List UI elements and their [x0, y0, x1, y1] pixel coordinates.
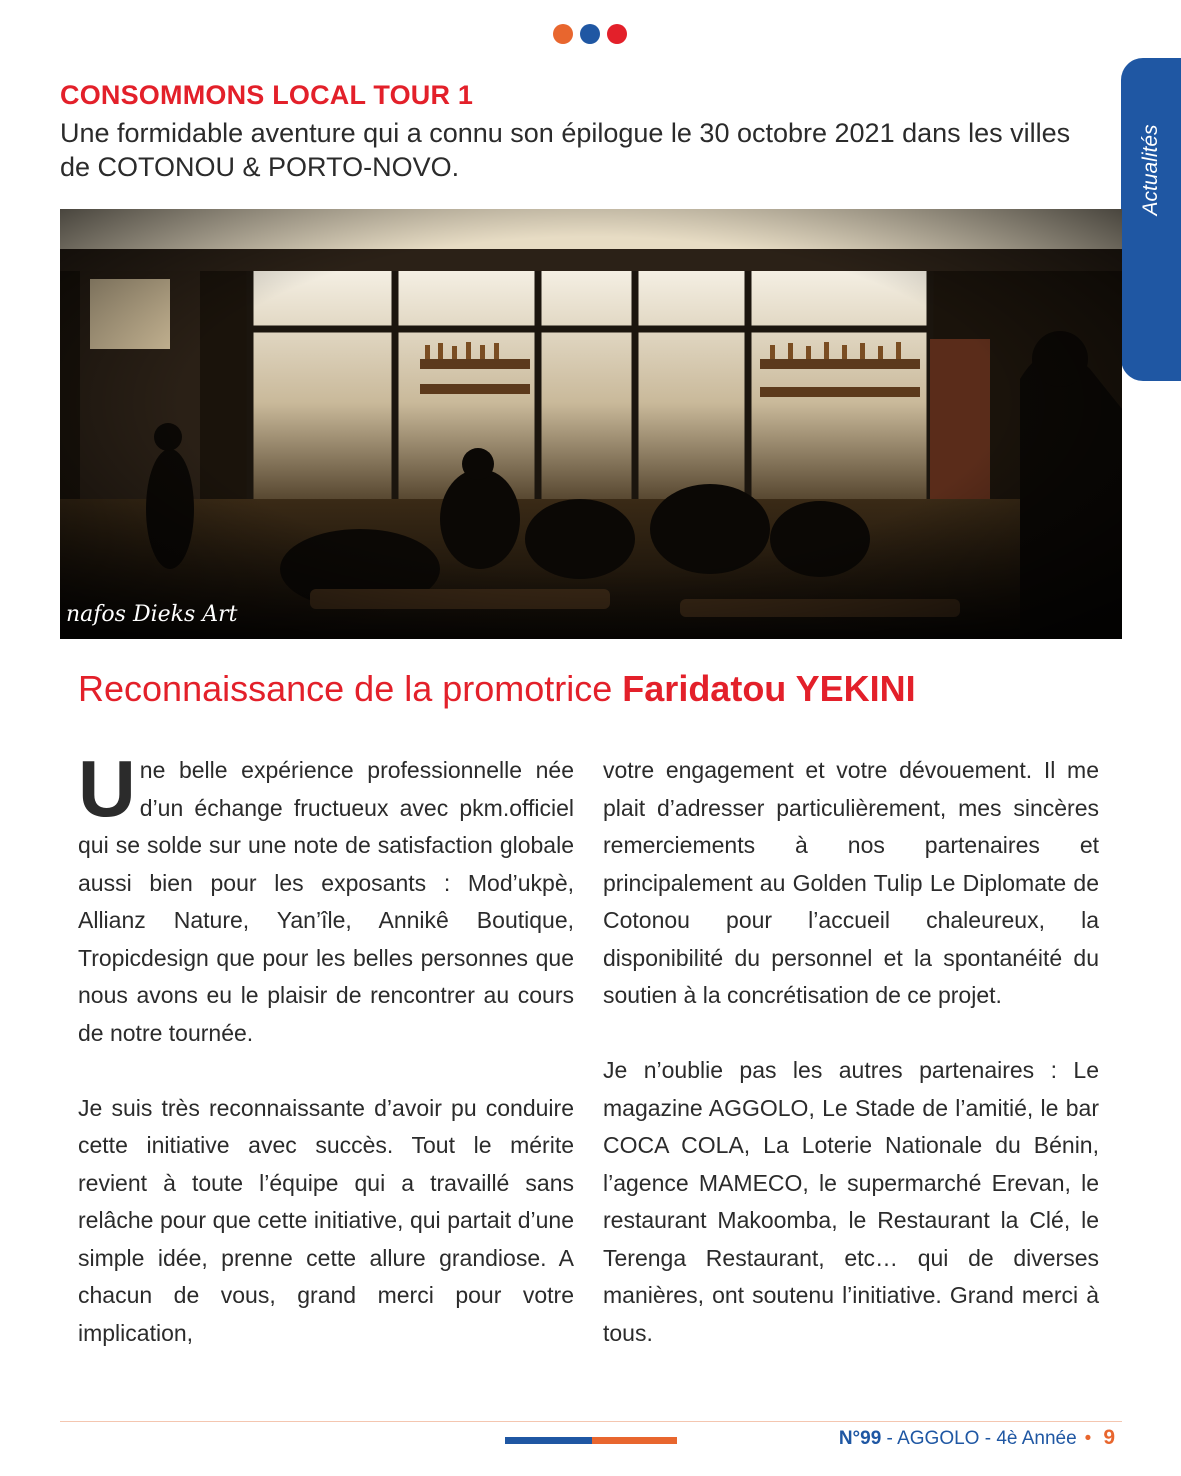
page-number: 9: [1103, 1426, 1115, 1449]
blue-dot: [580, 24, 600, 44]
red-dot: [607, 24, 627, 44]
article-headline: [78, 668, 916, 710]
footer-orange-bar: [592, 1437, 677, 1444]
section-kicker: CONSOMMONS LOCAL TOUR 1: [60, 80, 474, 110]
article-paragraph: Je suis très reconnaissante d’avoir pu conduire cette initiative avec succès. Tout le mérite revient à toute l’équipe qui a travaillé sans relâche pour que cette initiative, qui partait d’une simple idée, prenne cette allure grandiose. A chacun de vous, grand merci pour votre implication,: [78, 1094, 574, 1346]
headline-name: Faridatou YEKINI: [622, 668, 916, 709]
article-column-left: [78, 744, 574, 1352]
section-tab-label: Actualités: [1139, 124, 1162, 216]
headline-lead: Reconnaissance de la promotrice: [78, 668, 623, 709]
drop-cap: U: [78, 744, 136, 833]
article-photo: [60, 209, 1122, 639]
issue-number: N°99: [838, 1428, 882, 1449]
section-subhead: Une formidable aventure qui a connu son épilogue le 30 octobre 2021 dans les villes de COTONOU & PORTO-NOVO.: [60, 118, 1071, 182]
article-paragraph: votre engagement et votre dévouement. Il me plait d’adresser particulièrement, mes sincères remerciements à nos partenaires et principalement au Golden Tulip Le Diplomate de Cotonou pour l’accueil chaleureux, la disponibilité du personnel et la spontanéité du soutien à la concrétisation de ce projet.: [603, 757, 1099, 1008]
section-tab: [1121, 58, 1181, 381]
decorative-dots: [553, 24, 627, 44]
magazine-name: - AGGOLO - 4è Année: [881, 1428, 1077, 1449]
article-paragraph: Je n’oublie pas les autres partenaires : Le magazine AGGOLO, Le Stade de l’amitié, le bar COCA COLA, La Loterie Nationale du Bénin, l’agence MAMECO, le supermarché Erevan, le restaurant Makoomba, le Restaurant la Clé, le Terenga Restaurant, etc… qui de diverses manières, ont soutenu l’initiative. Grand merci à tous.: [603, 1057, 1099, 1346]
photographer-signature: nafos Dieks Art: [66, 602, 238, 627]
footer-issue-info: [839, 1426, 1115, 1450]
footer-blue-bar: [505, 1437, 592, 1444]
orange-dot: [553, 24, 573, 44]
paragraph-text: ne belle expérience professionnelle née d’un échange fructueux avec pkm.officiel qui se solde sur une note de satisfaction globale aussi bien pour les exposants : Mod’ukpè, Allianz Nature, Yan’île, Annikê Boutique, Tropicdesign que pour les belles personnes que nous avons eu le plaisir de rencontrer au cours de notre tournée.: [78, 757, 574, 1046]
bar-terrace-photo-illustration: [60, 209, 1122, 639]
footer-divider: [60, 1421, 1122, 1422]
footer-bullet: •: [1084, 1428, 1092, 1449]
article-column-right: [603, 752, 1099, 1352]
article-paragraph: [78, 744, 574, 1052]
